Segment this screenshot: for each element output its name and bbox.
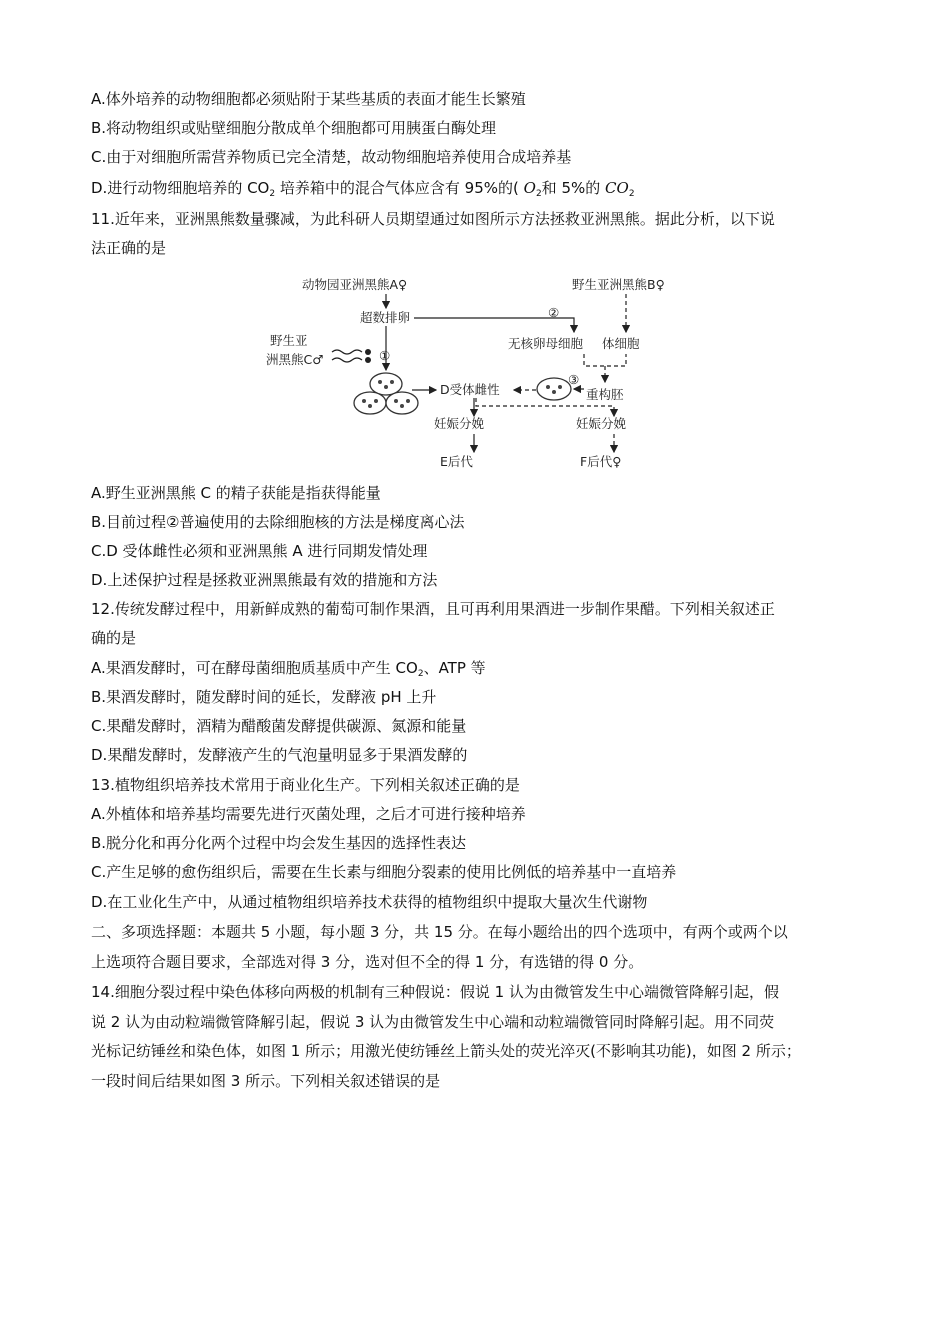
q10-d-text-2: 培养箱中的混合气体应含有 95%的(: [275, 179, 519, 197]
embryo-oval-top: [370, 373, 402, 395]
bear-a-label: 动物园亚洲黑熊A♀: [302, 277, 408, 292]
q12-a-text-1: A.果酒发酵时，可在酵母菌细胞质基质中产生 CO: [91, 659, 418, 677]
offspring-f-label: F后代♀: [580, 454, 622, 469]
sperm-icon-2: [332, 358, 362, 362]
superovulation-label: 超数排卵: [360, 310, 411, 325]
q10-d-o2-sub: 2: [535, 189, 542, 199]
q14-line1: 14.细胞分裂过程中染色体移向两极的机制有三种假说：假说 1 认为由微管发生中心端微管降解引起，假: [91, 983, 779, 1001]
offspring-e-label: E后代: [440, 454, 473, 469]
q10-d-text-1: D.进行动物细胞培养的 CO: [91, 179, 270, 197]
bear-b-label: 野生亚洲黑熊B♀: [572, 277, 665, 292]
embryo-oval-right: [386, 392, 418, 414]
arrow-to-oocyte: [414, 318, 574, 332]
q13-option-d: D.在工业化生产中，从通过植物组织培养技术获得的植物组织中提取大量次生代谢物: [91, 893, 648, 911]
q11-option-d: D.上述保护过程是拯救亚洲黑熊最有效的措施和方法: [91, 571, 438, 589]
q12-a-sub: 2: [417, 669, 424, 679]
q13-option-b: B.脱分化和再分化两个过程中均会发生基因的选择性表达: [91, 834, 467, 852]
q14-line4: 一段时间后结果如图 3 所示。下列相关叙述错误的是: [91, 1072, 441, 1090]
q13-option-a: A.外植体和培养基均需要先进行灭菌处理，之后才可进行接种培养: [91, 805, 526, 823]
pregnancy-right-label: 妊娠分娩: [576, 416, 627, 431]
q11-option-b: B.目前过程②普遍使用的去除细胞核的方法是梯度离心法: [91, 513, 465, 531]
wild-bear-c-line2: 洲黑熊C♂: [266, 352, 324, 367]
reconstructed-embryo-label: 重构胚: [586, 387, 624, 402]
embryo-oval-left: [354, 392, 386, 414]
somatic-cell-label: 体细胞: [602, 336, 640, 351]
step-2-marker: ②: [548, 305, 560, 320]
q12-stem-line1: 12.传统发酵过程中，用新鲜成熟的葡萄可制作果酒，且可再利用果酒进一步制作果醋。下列相关叙述正: [91, 600, 775, 618]
q12-option-b: B.果酒发酵时，随发酵时间的延长，发酵液 pH 上升: [91, 688, 437, 706]
q12-option-a: [91, 658, 486, 684]
q10-option-c: C.由于对细胞所需营养物质已完全清楚，故动物细胞培养使用合成培养基: [91, 148, 572, 166]
q10-option-b: B.将动物组织或贴壁细胞分散成单个细胞都可用胰蛋白酶处理: [91, 119, 497, 137]
sperm-head-icon: [365, 349, 371, 355]
q11-stem-line1: 11.近年来，亚洲黑熊数量骤减，为此科研人员期望通过如图所示方法拯救亚洲黑熊。据此分析，以下说: [91, 210, 775, 228]
sperm-icon: [332, 350, 362, 354]
q10-d-text-3: 和 5%的: [541, 179, 601, 197]
fusion-bracket: [584, 354, 626, 366]
q12-option-d: D.果醋发酵时，发酵液产生的气泡量明显多于果酒发酵的: [91, 746, 468, 764]
wild-bear-c-line1: 野生亚: [270, 333, 308, 348]
q10-option-a: A.体外培养的动物细胞都必须贴附于某些基质的表面才能生长繁殖: [91, 90, 526, 108]
q11-stem-line2: 法正确的是: [91, 239, 167, 257]
step-1-marker: ①: [379, 348, 391, 363]
q11-option-a: A.野生亚洲黑熊 C 的精子获能是指获得能量: [91, 484, 381, 502]
enucleated-oocyte-label: 无核卵母细胞: [508, 336, 584, 351]
q10-d-co2-sub: 2: [628, 189, 635, 199]
section2-line1: 二、多项选择题：本题共 5 小题，每小题 3 分，共 15 分。在每小题给出的四个选项中，有两个或两个以: [91, 923, 788, 941]
q10-option-d: [91, 178, 635, 204]
reconstructed-embryo-oval: [537, 378, 571, 400]
sperm-head-icon-2: [365, 357, 371, 363]
q14-line2: 说 2 认为由动粒端微管降解引起，假说 3 认为由微管发生中心端和动粒端微管同时降解引起。用不同荧: [91, 1013, 775, 1031]
q12-option-c: C.果醋发酵时，酒精为醋酸菌发酵提供碳源、氮源和能量: [91, 717, 467, 735]
q10-d-sub-1: 2: [269, 189, 276, 199]
q12-stem-line2: 确的是: [91, 629, 137, 647]
section2-line2: 上选项符合题目要求，全部选对得 3 分，选对但不全的得 1 分，有选错的得 0 分。: [91, 953, 644, 971]
step-3-marker: ③: [568, 372, 580, 387]
pregnancy-left-label: 妊娠分娩: [434, 416, 485, 431]
q10-d-co2: CO: [605, 179, 629, 197]
q12-a-text-2: 、ATP 等: [423, 659, 486, 677]
q11-option-c: C.D 受体雌性必须和亚洲黑熊 A 进行同期发情处理: [91, 542, 428, 560]
recipient-female-label: D受体雌性: [440, 382, 500, 397]
q11-figure: [262, 266, 692, 476]
q14-line3: 光标记纺锤丝和染色体，如图 1 所示；用激光使纺锤丝上箭头处的荧光淬灭(不影响其功能)，如图 2 所示；: [91, 1042, 801, 1060]
q10-d-o2: O: [523, 179, 536, 197]
q13-option-c: C.产生足够的愈伤组织后，需要在生长素与细胞分裂素的使用比例低的培养基中一直培养: [91, 863, 677, 881]
q13-stem: 13.植物组织培养技术常用于商业化生产。下列相关叙述正确的是: [91, 776, 520, 794]
